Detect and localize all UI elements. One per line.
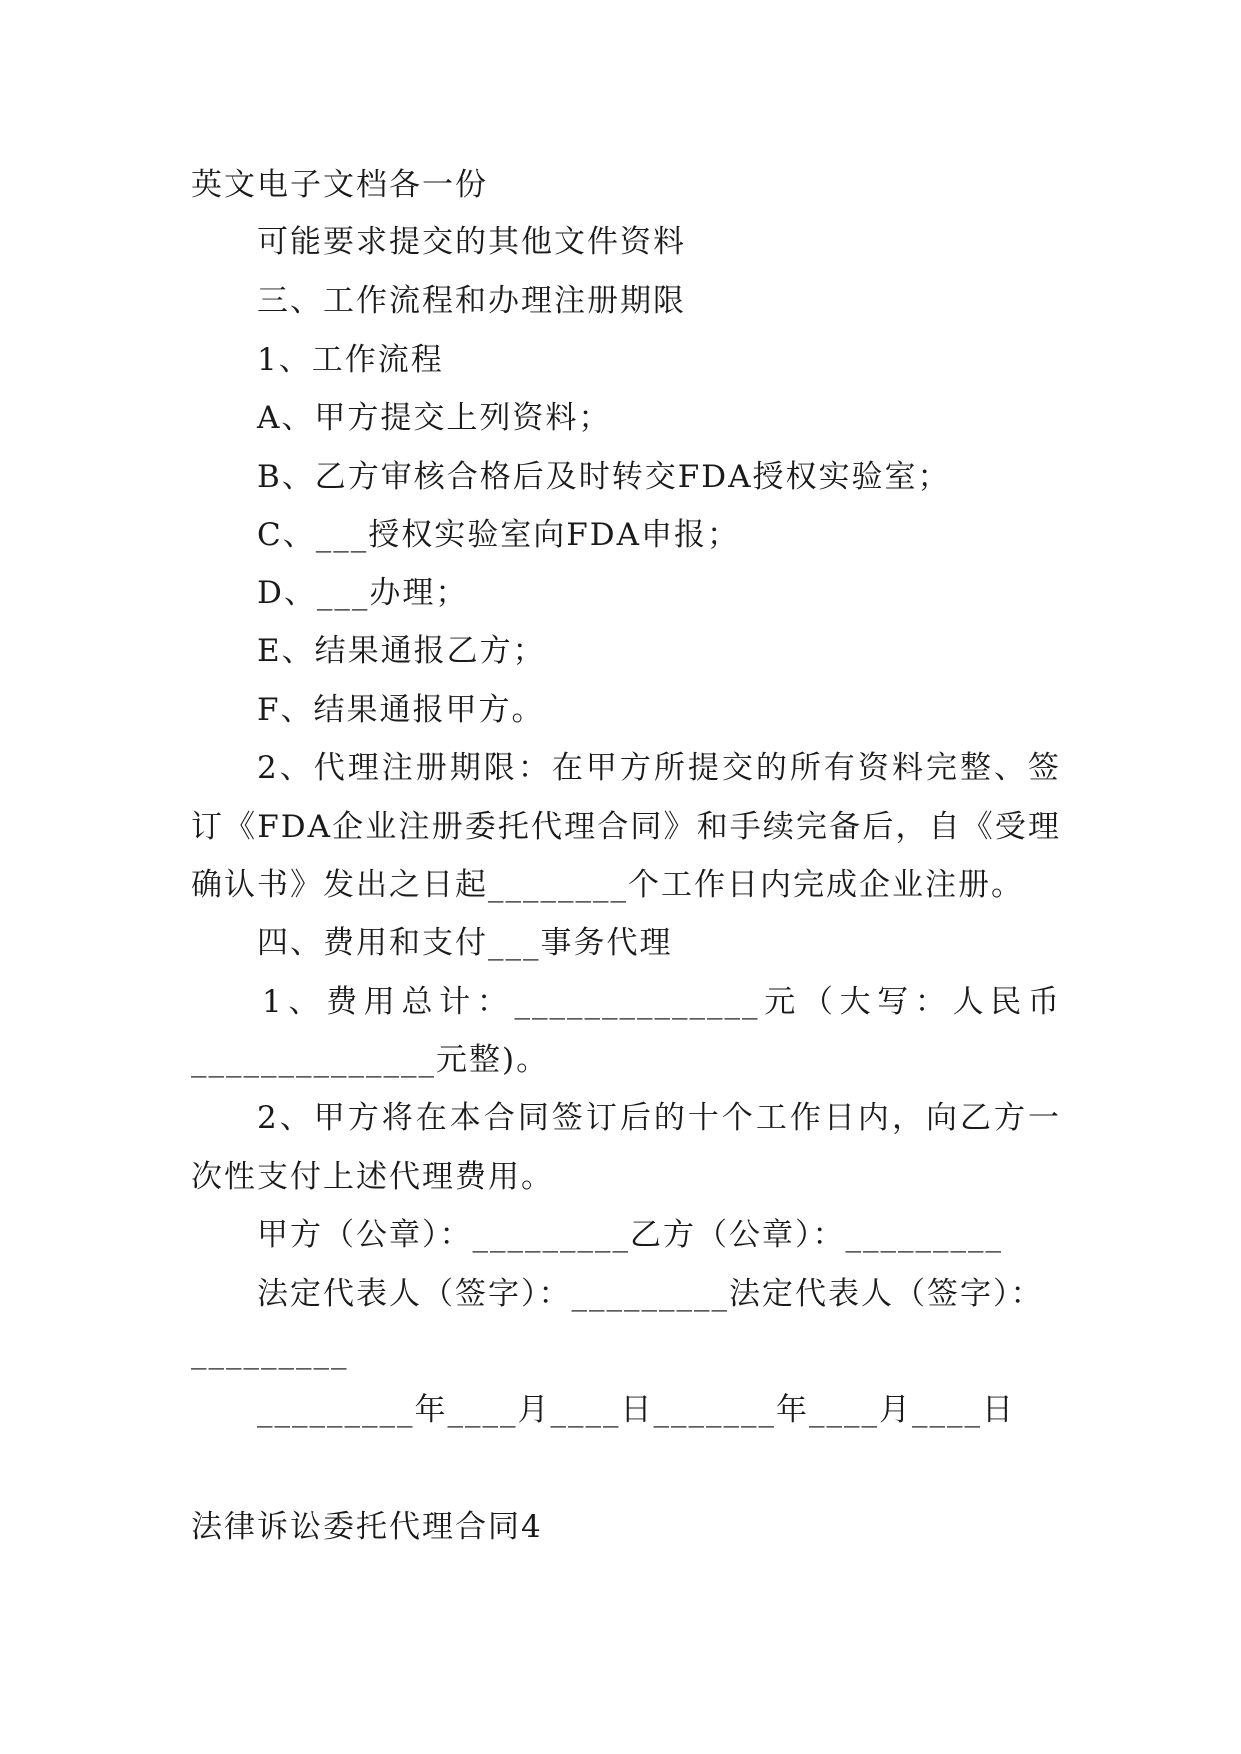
party-seal-line: 甲方（公章）：_________乙方（公章）：_________	[257, 1217, 1003, 1253]
doc-line-1: 英文电子文档各一份	[191, 167, 488, 203]
registration-period-line-3: 确认书》发出之日起________个工作日内完成企业注册。	[191, 867, 1024, 903]
doc-line-2: 可能要求提交的其他文件资料	[257, 224, 686, 260]
signature-date-line: _________年____月____日_______年____月____日	[257, 1392, 1015, 1428]
registration-period-line-1: 2、代理注册期限：在甲方所提交的所有资料完整、签	[257, 750, 1061, 786]
workflow-step-c: C、___授权实验室向FDA申报；	[257, 517, 740, 553]
section-heading-fees: 四、费用和支付___事务代理	[257, 925, 673, 961]
legal-representative-blank: _________	[191, 1334, 349, 1370]
payment-terms-line-2: 次性支付上述代理费用。	[191, 1159, 554, 1195]
fee-total-line-2: ______________元整)。	[191, 1042, 550, 1078]
fee-total-line-1: 1、费用总计：______________元（大写：人民币	[262, 984, 1061, 1020]
legal-representative-line: 法定代表人（签字）：_________法定代表人（签字）：	[257, 1276, 1044, 1312]
workflow-step-b: B、乙方审核合格后及时转交FDA授权实验室；	[257, 459, 951, 495]
workflow-step-a: A、甲方提交上列资料；	[257, 400, 612, 436]
section-heading-workflow: 三、工作流程和办理注册期限	[257, 283, 686, 319]
subsection-heading-workflow: 1、工作流程	[257, 342, 444, 378]
registration-period-line-2: 订《FDA企业注册委托代理合同》和手续完备后，自《受理	[191, 809, 1061, 845]
next-document-title: 法律诉讼委托代理合同4	[191, 1509, 543, 1545]
workflow-step-e: E、结果通报乙方；	[257, 633, 546, 669]
workflow-step-f: F、结果通报甲方。	[257, 692, 545, 728]
workflow-step-d: D、___办理；	[257, 575, 469, 611]
payment-terms-line-1: 2、甲方将在本合同签订后的十个工作日内，向乙方一	[257, 1100, 1061, 1136]
